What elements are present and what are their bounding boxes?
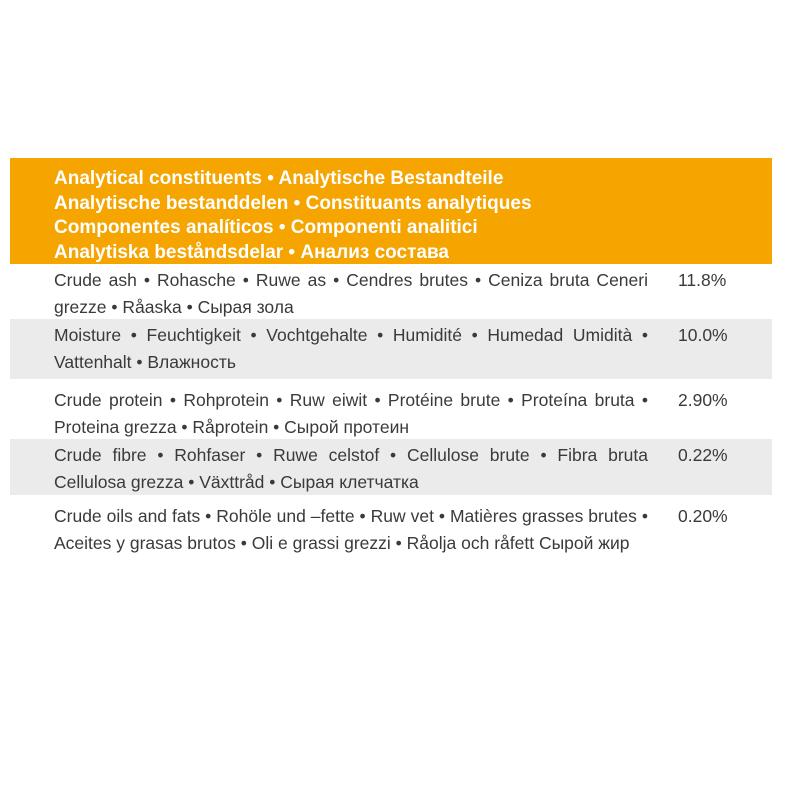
constituent-label: Crude protein • Rohprotein • Ruw eiwit • Protéine brute • Proteína bruta • Proteina grezza • Råprotein • Сырой протеин	[54, 390, 648, 437]
header-line: Analytical constituents • Analytische Bestandteile	[54, 168, 504, 189]
header-line: Analytiska beståndsdelar • Анализ состава	[54, 241, 449, 263]
constituent-value: 0.20%	[678, 506, 728, 526]
header-line: Analytische bestanddelen • Constituants analytiques	[54, 192, 532, 214]
table-row	[10, 384, 772, 439]
constituent-label: Moisture • Feuchtigkeit • Vochtgehalte • Humidité • Humedad Umidità • Vattenhalt • Влажность	[54, 325, 648, 372]
constituent-value: 11.8%	[678, 270, 727, 290]
constituent-value: 0.22%	[678, 445, 728, 465]
constituent-value: 2.90%	[678, 390, 728, 410]
constituent-label: Crude fibre • Rohfaser • Ruwe celstof • Cellulose brute • Fibra bruta Cellulosa grezza • Växttråd • Сырая клетчатка	[54, 445, 648, 492]
constituent-label: Crude ash • Rohasche • Ruwe as • Cendres brutes • Ceniza bruta Ceneri grezze • Råaska • Сырая зола	[54, 270, 648, 317]
table-row	[10, 500, 772, 584]
analytical-constituents-table	[10, 158, 772, 584]
table-row	[10, 319, 772, 379]
table-header	[10, 158, 772, 264]
table-row	[10, 264, 772, 319]
constituent-label: Crude oils and fats • Rohöle und –fette • Ruw vet • Matières grasses brutes • Aceites y grasas brutos • Oli e grassi grezzi • Råolja och råfett Сырой жир	[54, 506, 648, 553]
table-row	[10, 439, 772, 495]
header-line: Componentes analíticos • Componenti analitici	[54, 217, 478, 238]
constituent-value: 10.0%	[678, 325, 728, 345]
